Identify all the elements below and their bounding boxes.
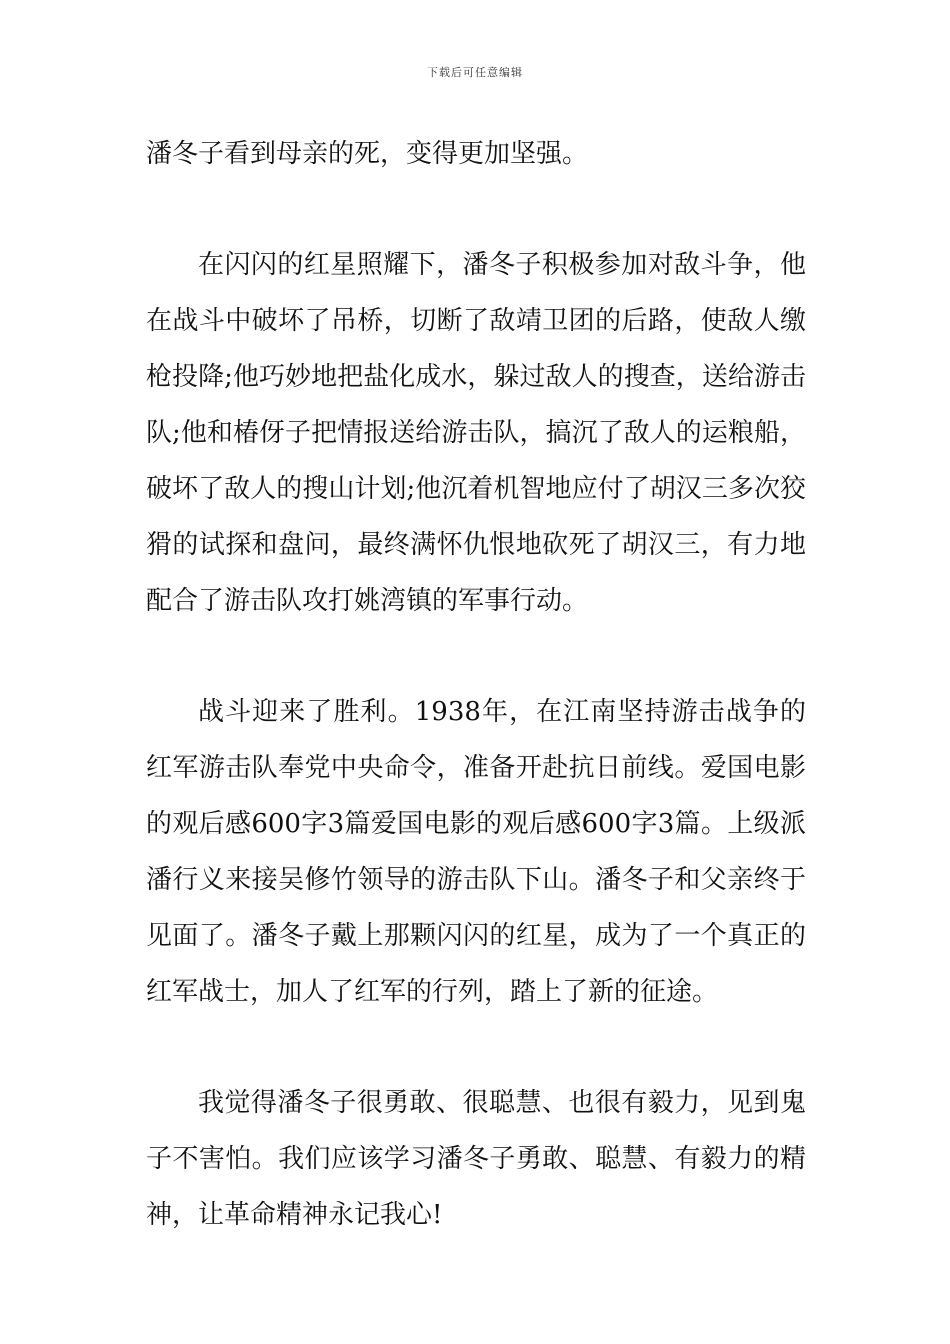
paragraph-4: 我觉得潘冬子很勇敢、很聪慧、也很有毅力，见到鬼子不害怕。我们应该学习潘冬子勇敢、聪慧、有毅力的精神，让革命精神永记我心! — [146, 1088, 806, 1230]
page-header: 下载后可任意编辑 — [427, 66, 523, 79]
document-body — [146, 126, 806, 1298]
paragraph-3: 战斗迎来了胜利。1938年，在江南坚持游击战争的红军游击队奉党中央命令，准备开赴抗日前线。爱国电影的观后感600字3篇爱国电影的观后感600字3篇。上级派潘行义来接吴修竹领导的游击队下山。潘冬子和父亲终于见面了。潘冬子戴上那颗闪闪的红星，成为了一个真正的红军战士，加人了红军的行列，踏上了新的征途。 — [146, 697, 806, 1007]
paragraph-2: 在闪闪的红星照耀下，潘冬子积极参加对敌斗争，他在战斗中破坏了吊桥，切断了敌靖卫团的后路，使敌人缴枪投降;他巧妙地把盐化成水，躲过敌人的搜查，送给游击队;他和椿伢子把情报送给游击队，搞沉了敌人的运粮船，破坏了敌人的搜山计划;他沉着机智地应付了胡汉三多次狡猾的试探和盘问，最终满怀仇恨地砍死了胡汉三，有力地配合了游击队攻打姚湾镇的军事行动。 — [146, 250, 806, 616]
paragraph-1: 潘冬子看到母亲的死，变得更加坚强。 — [146, 139, 589, 169]
